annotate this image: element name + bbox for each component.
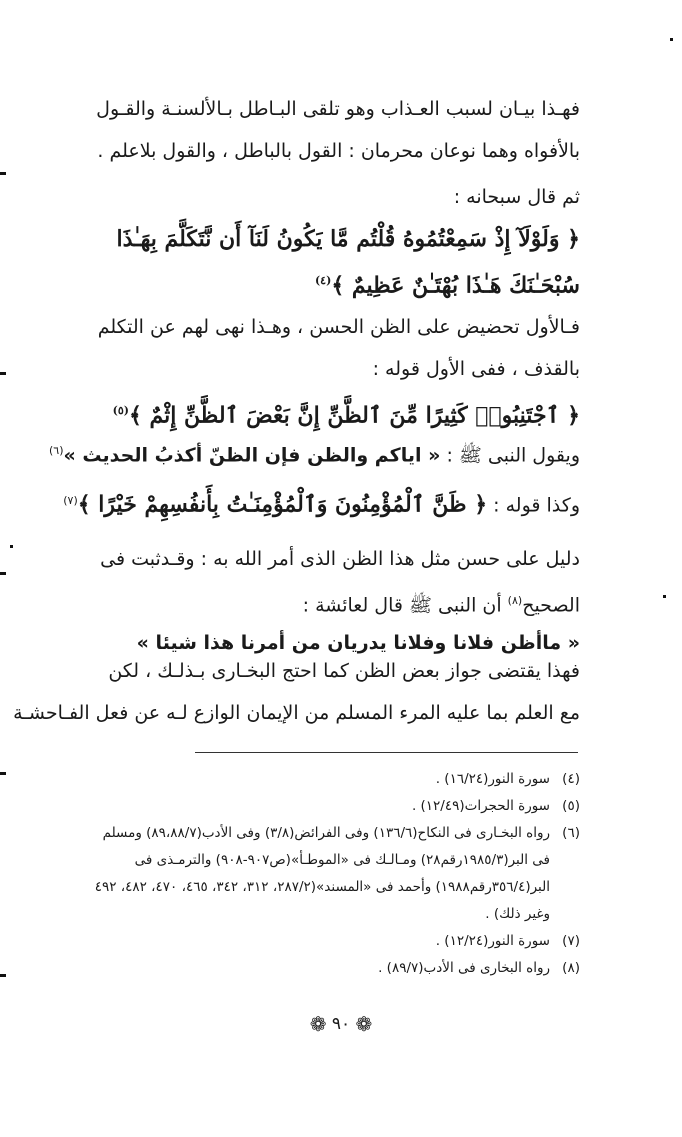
footnote-line: رواه البخارى فى الأدب(٨٩/٧) .: [378, 960, 550, 976]
scan-mark: [0, 974, 6, 977]
quran-verse-text: سُبْحَـٰنَكَ هَـٰذَا بُهْتَـٰنٌ عَظِيمٌ ﴾: [331, 272, 580, 299]
footnote-number: (٧): [562, 933, 580, 949]
footnote-ref: (٨): [507, 594, 523, 607]
scan-mark: [0, 772, 6, 775]
paragraph-text: الصحيح: [522, 594, 580, 617]
quran-verse-line: ﴿ وَلَوْلَآ إِذْ سَمِعْتُمُوهُ قُلْتُم مَّا يَكُونُ لَنَآ أَن نَّتَكَلَّمَ بِهَـٰذَا: [116, 226, 580, 252]
footnote-line: البر(٣٥٦/٤رقم١٩٨٨) وأحمد فى «المسند»(٢٨٧/٢، ٣١٢، ٣٤٢، ٤٦٥، ٤٧٠، ٤٨٢، ٤٩٢: [94, 879, 550, 895]
footnote-item: [32, 820, 580, 928]
page-number: [0, 1012, 682, 1036]
footnote-ref: (٧): [63, 494, 78, 507]
paragraph-line: فـالأول تحضيض على الظن الحسن ، وهـذا نهى لهم عن التكلم: [97, 316, 580, 338]
footnote-ref: (٥): [112, 404, 129, 417]
scan-mark: [0, 172, 6, 175]
footnote-line: فى البر(١٩٨٥/٣رقم٢٨) ومـالـك فى «الموطـأ»(ص٩٠٧-٩٠٨) والترمـذى فى: [134, 852, 550, 868]
footnote-line: وغير ذلك) .: [485, 906, 550, 922]
paragraph-line: [32, 580, 580, 622]
quran-verse-line: [32, 260, 580, 302]
scan-mark: [0, 572, 6, 575]
paragraph-5: [32, 480, 580, 522]
paragraph-line: دليل على حسن مثل هذا الظن الذى أمر الله به : وقـدثبت فى: [100, 548, 580, 570]
paragraph-2: [32, 176, 580, 302]
paragraph-line: [32, 430, 580, 472]
quran-verse-text: ﴿ ظَنَّ ٱلْمُؤْمِنُونَ وَٱلْمُؤْمِنَـٰتُ بِأَنفُسِهِمْ خَيْرًا ﴾: [77, 491, 488, 518]
footnote-divider: [195, 752, 578, 753]
scan-mark: [0, 372, 6, 375]
footnote-text: [32, 955, 550, 982]
footnote-line: سورة الحجرات(١٢/٤٩) .: [411, 798, 550, 814]
footnote-number: (٦): [562, 825, 580, 841]
ornament-left-icon: ❁: [355, 1012, 373, 1036]
footnote-item: [32, 793, 580, 820]
footnote-line: سورة النور(١٢/٢٤) .: [435, 933, 550, 949]
paragraph-line: [32, 480, 580, 522]
paragraph-1: [32, 88, 580, 172]
paragraph-line: ثم قال سبحانه :: [453, 186, 580, 208]
footnote-ref: (٤): [314, 274, 332, 287]
verse-intro: وكذا قوله :: [493, 494, 580, 517]
footnote-text: [32, 793, 550, 820]
scan-mark: [670, 38, 673, 41]
footnote-item: [32, 766, 580, 793]
footnote-number: (٥): [562, 798, 580, 814]
ornament-right-icon: ❁: [309, 1012, 327, 1036]
paragraph-3: [32, 306, 580, 432]
footnote-line: سورة النور(١٦/٢٤) .: [435, 771, 550, 787]
quran-verse-text: ﴿ ٱجْتَنِبُوا۟ كَثِيرًا مِّنَ ٱلظَّنِّ إِنَّ بَعْضَ ٱلظَّنِّ إِثْمٌ ﴾: [128, 402, 580, 429]
hadith-intro: ويقول النبى ﷺ :: [446, 444, 580, 467]
scan-mark: [663, 595, 666, 598]
footnote-ref: (٦): [49, 444, 64, 457]
footnote-text: [32, 928, 550, 955]
footnote-item: [32, 928, 580, 955]
hadith-quote: « اياكم والظن فإن الظنّ أكذبُ الحديث »: [63, 444, 441, 467]
paragraph-text: أن النبى ﷺ قال لعائشة :: [302, 594, 502, 617]
paragraph-line: فهذا يقتضى جواز بعض الظن كما احتج البخـارى بـذلـك ، لكن: [108, 660, 580, 682]
footnote-text: [32, 766, 550, 793]
paragraph-line: بالقذف ، ففى الأول قوله :: [372, 358, 580, 380]
scan-mark: [10, 545, 13, 548]
footnote-text: [32, 820, 550, 928]
paragraph-4: [32, 430, 580, 472]
paragraph-7: [13, 650, 580, 734]
paragraph-line: فهـذا بيـان لسبب العـذاب وهو تلقى البـاطل بـالألسنـة والقـول: [96, 98, 580, 120]
footnote-number: (٤): [562, 771, 580, 787]
footnote-line: رواه البخـارى فى النكاح(١٣٦/٦) وفى الفرائض(٣/٨) وفى الأدب(٨٩،٨٨/٧) ومسلم: [102, 825, 550, 841]
footnote-number: (٨): [562, 960, 580, 976]
paragraph-line: مع العلم بما عليه المرء المسلم من الإيمان الوازع لـه عن فعل الفـاحشـة: [13, 702, 580, 724]
footnotes: [32, 766, 580, 982]
page-number-value: ٩٠: [331, 1014, 351, 1034]
paragraph-line: بالأفواه وهما نوعان محرمان : القول بالباطل ، والقول بلاعلم .: [97, 140, 580, 162]
hadith-quote: « ماأظن فلانا وفلانا يدريان من أمرنا هذا شيئا »: [136, 632, 580, 654]
footnote-item: [32, 955, 580, 982]
quran-verse-line: [32, 390, 580, 432]
paragraph-6: [32, 538, 580, 664]
